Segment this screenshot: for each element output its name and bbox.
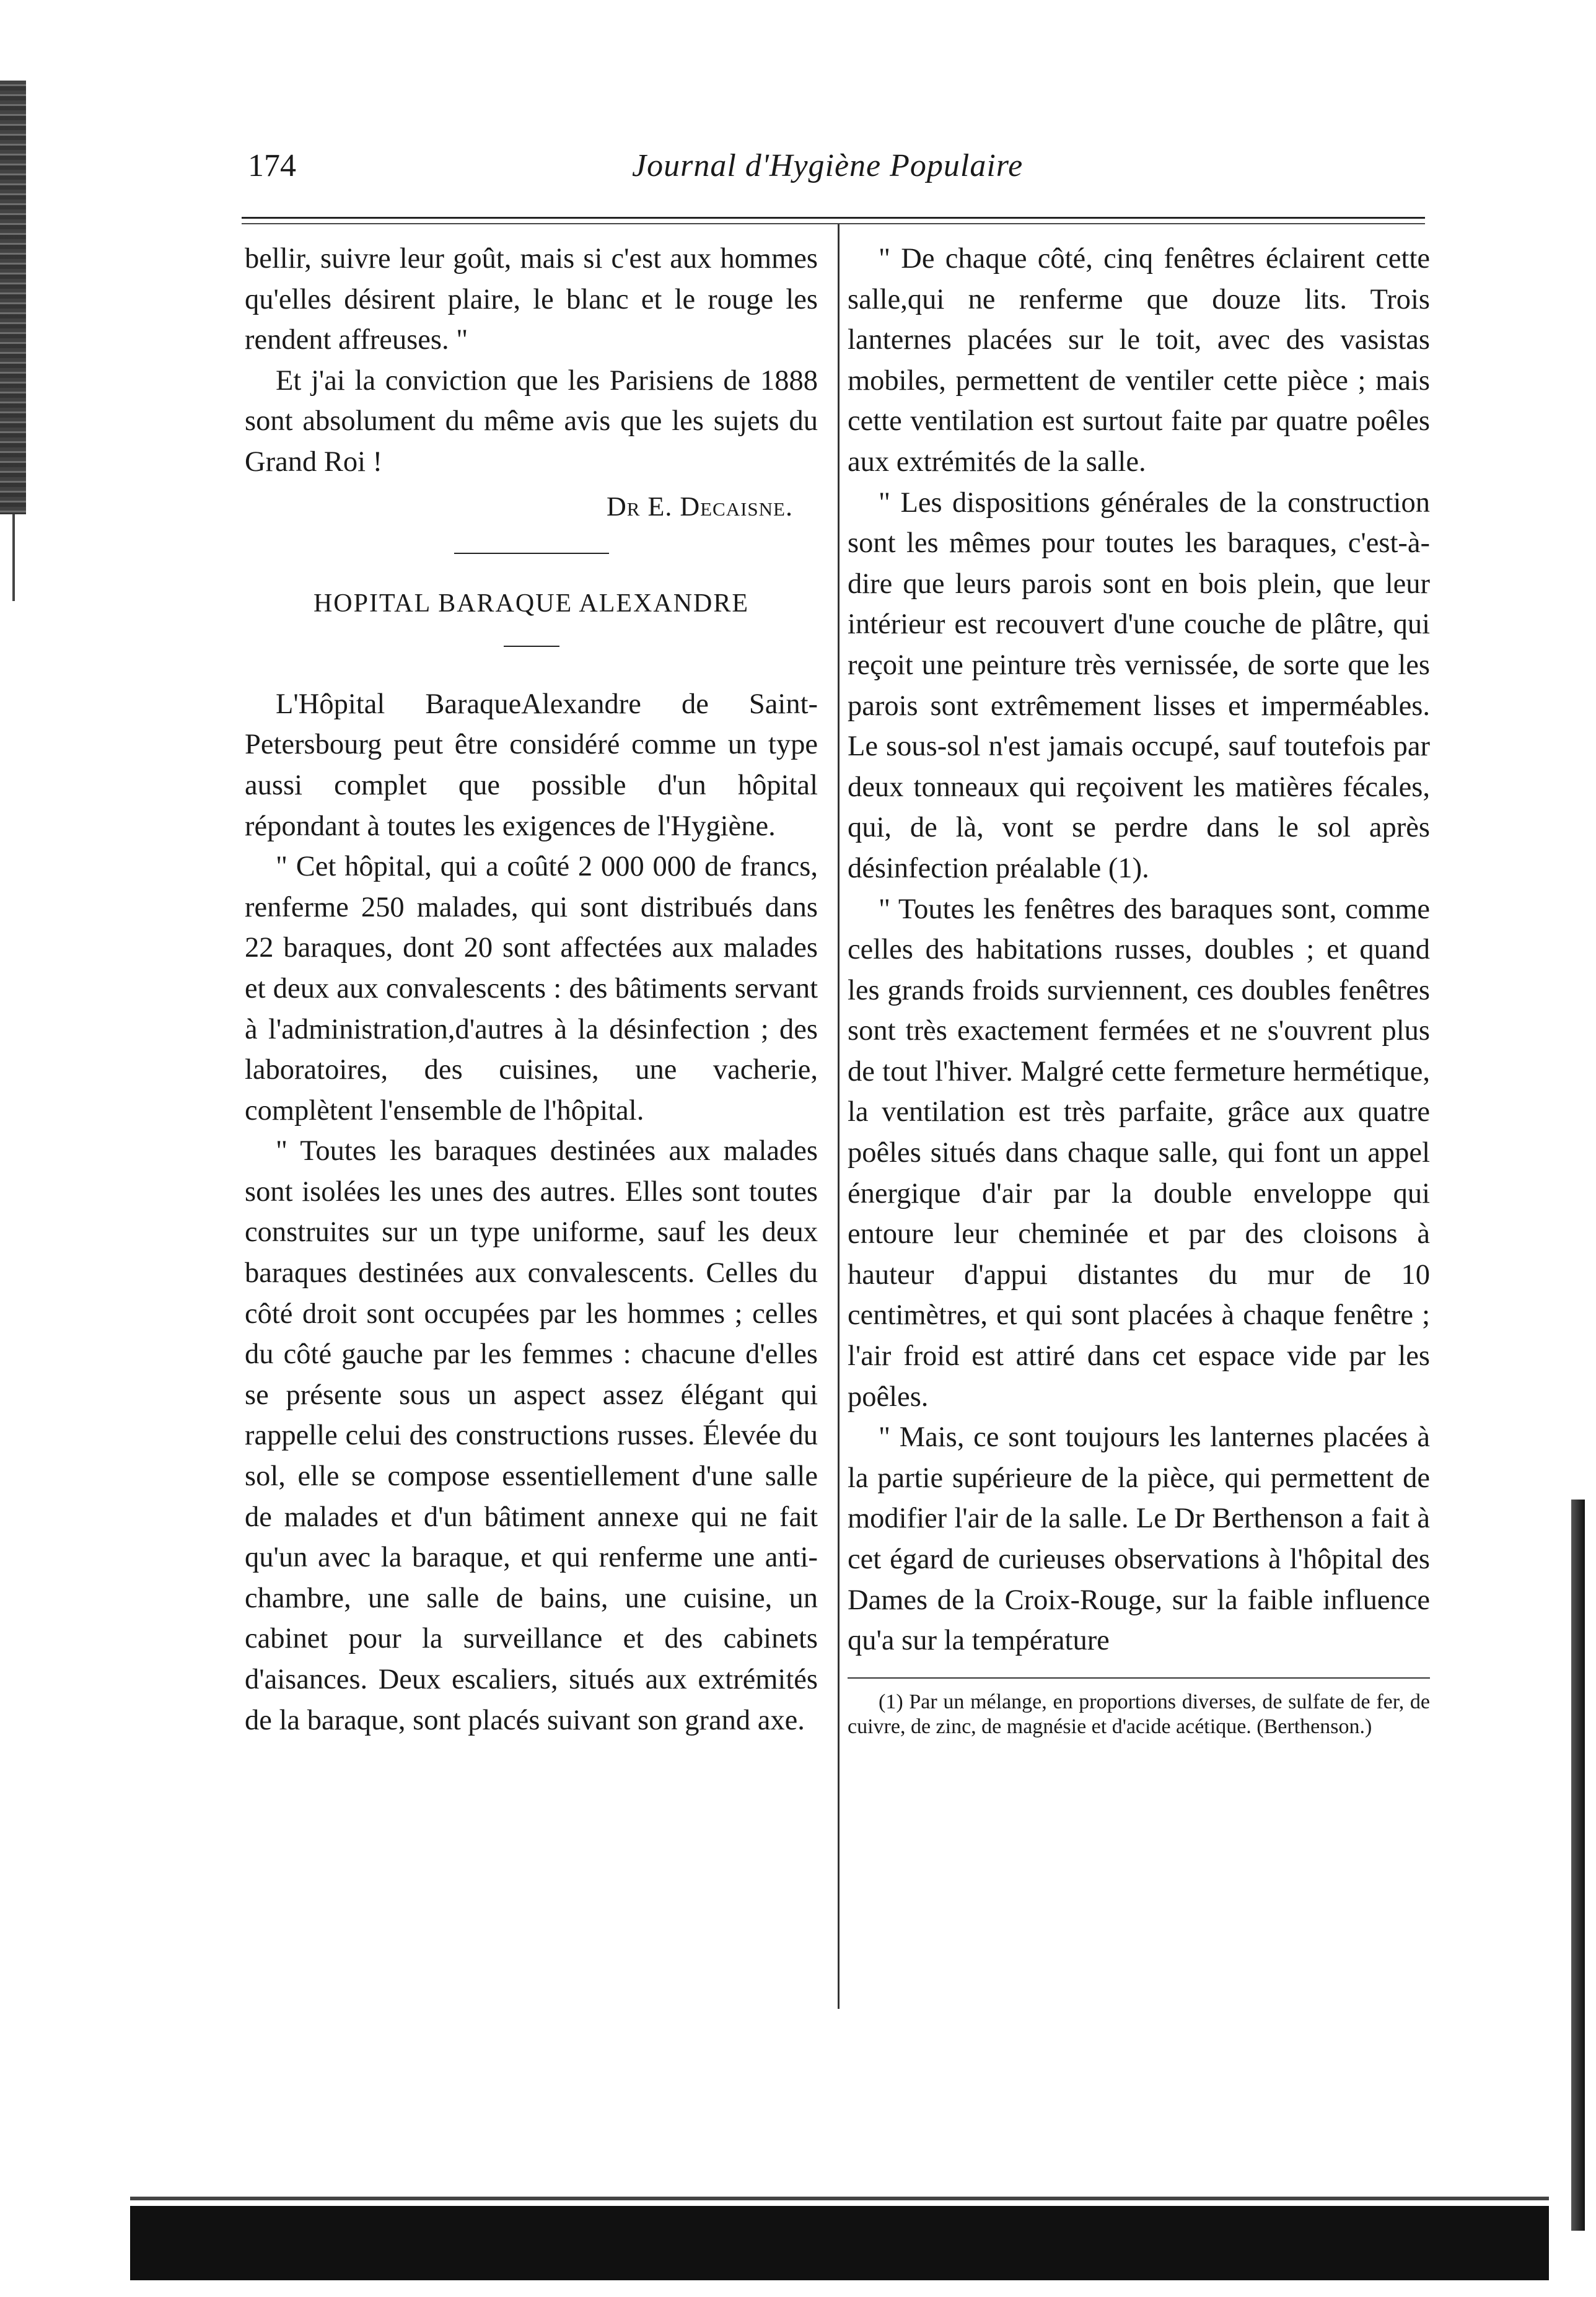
- author-signature: [245, 486, 793, 527]
- scan-bottom-line: [130, 2197, 1549, 2200]
- paragraph: " Toutes les fenêtres des baraques sont, comme celles des habitations russes, doubles ; et quand les grands froids surviennent, ces doubles fenêtres sont très exactement fermées et ne s'ouvrent plus de tout l'hiver. Malgré cette fermeture hermétique, la ventilation est très parfaite, grâce aux quatre poêles situés dans chaque salle, qui font un appel énergique d'air par la double enveloppe qui entoure leur cheminée et par des cloisons à hauteur d'appui distantes du mur de 10 centimètres, et qui sont placées à chaque fenêtre ; l'air froid est attiré dans cet espace vide par les poêles.: [848, 893, 1430, 1413]
- paragraph: " Mais, ce sont toujours les lanternes placées à la partie supérieure de la pièce, qui permettent de modifier l'air de la salle. Le Dr Berthenson a fait à cet égard de curieuses observations à l'hôpital des Dames de la Croix-Rouge, sur la faible influence qu'a sur la température: [848, 1421, 1430, 1657]
- signature-title: Dr: [607, 491, 641, 522]
- section-separator: [454, 553, 609, 554]
- page-number: 174: [248, 148, 296, 183]
- page-edge-shadow: [1571, 1500, 1585, 2231]
- signature-name: E. Decaisne.: [647, 491, 793, 522]
- left-column: [245, 239, 818, 1741]
- right-column: [848, 239, 1430, 1739]
- title-separator: [504, 646, 559, 647]
- paragraph: L'Hôpital BaraqueAlexandre de Saint-Petersbourg peut être considéré comme un type aussi complet que possible d'un hôpital répondant à toutes les exigences de l'Hygiène.: [245, 688, 818, 842]
- footnote: (1) Par un mélange, en proportions diverses, de sulfate de fer, de cuivre, de zinc, de magnésie et d'acide acétique. (Berthenson.): [848, 1690, 1430, 1738]
- paragraph: " Toutes les baraques destinées aux malades sont isolées les unes des autres. Elles sont toutes construites sur un type uniforme, sauf les deux baraques destinées aux convalescents. Celles du côté droit sont occupées par les hommes ; celles du côté gauche par les femmes : chacune d'elles se présente sous un aspect assez élégant qui rappelle celui des constructions russes. Élevée du sol, elle se compose essentiellement d'une salle de malades et d'un bâtiment annexe qui ne fait qu'un avec la baraque, et qui renferme une anti-chambre, une salle de bains, une cuisine, un cabinet pour la surveillance et des cabinets d'aisances. Deux escaliers, situés aux extrémités de la baraque, sont placés suivant son grand axe.: [245, 1135, 818, 1736]
- section-title: HOPITAL BARAQUE ALEXANDRE: [313, 589, 750, 618]
- footnote-rule: [848, 1677, 1430, 1679]
- binding-edge-mark: [12, 514, 15, 601]
- paragraph: " Cet hôpital, qui a coûté 2 000 000 de francs, renferme 250 malades, qui sont distribués dans 22 baraques, dont 20 sont affectées aux malades et deux aux convalescents : des bâtiments servant à l'administration,d'autres à la désinfection ; des laboratoires, des cuisines, une vacherie, complètent l'ensemble de l'hôpital.: [245, 851, 818, 1127]
- header-rule-secondary: [242, 223, 1425, 224]
- paragraph: " De chaque côté, cinq fenêtres éclairent cette salle,qui ne renferme que douze lits. Trois lanternes placées sur le toit, avec des vasistas mobiles, permettent de ventiler cette pièce ; mais cette ventilation est surtout faite par quatre poêles aux extrémités de la salle.: [848, 243, 1430, 478]
- journal-title: Journal d'Hygiène Populaire: [632, 148, 1024, 183]
- paragraph: " Les dispositions générales de la construction sont les mêmes pour toutes les baraques, c'est-à-dire que leurs parois sont en bois plein, que leur intérieur est recouvert d'une couche de plâtre, qui reçoit une peinture très vernissée, de sorte que les parois sont extrêmement lisses et imperméables. Le sous-sol n'est jamais occupé, sauf toutefois par deux tonneaux qui reçoivent les matières fécales, qui, de là, vont se perdre dans le sol après désinfection préalable (1).: [848, 486, 1430, 884]
- running-header: [248, 147, 1450, 197]
- binding-edge: [0, 81, 26, 514]
- column-divider: [838, 224, 840, 2009]
- paragraph: Et j'ai la conviction que les Parisiens de 1888 sont absolument du même avis que les sujets du Grand Roi !: [245, 364, 818, 478]
- paragraph: bellir, suivre leur goût, mais si c'est aux hommes qu'elles désirent plaire, le blanc et le rouge les rendent affreuses. ": [245, 243, 818, 356]
- scan-bottom-edge: [130, 2206, 1549, 2280]
- header-rule: [242, 217, 1425, 219]
